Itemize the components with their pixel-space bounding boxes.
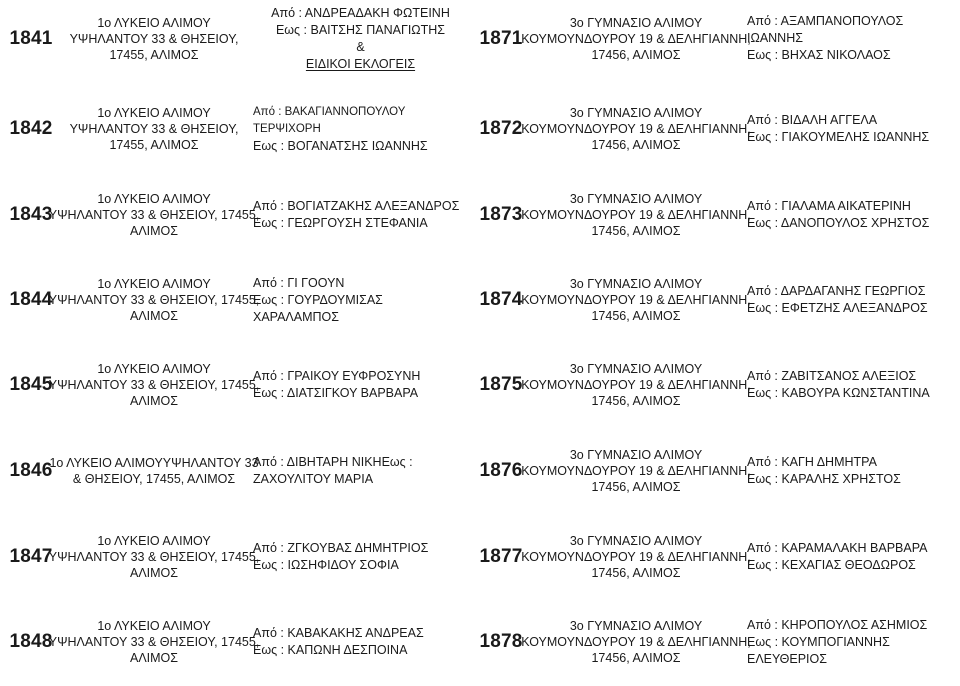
voter-range [747, 342, 960, 428]
table-row [0, 599, 960, 685]
school-address: 3ο ΓΥΜΝΑΣΙΟ ΑΛΙΜΟΥ ΚΟΥΜΟΥΝΔΟΥΡΟΥ 19 & ΔΕΛΗΓΙΑΝΝΗ, 17456, ΑΛΙΜΟΣ [521, 106, 751, 152]
range-from: Από : ΓΙ ΓΟΟΥΝ [253, 275, 345, 290]
range-from: Από : ΑΞΑΜΠΑΝΟΠΟΥΛΟΣ ΙΩΑΝΝΗΣ [747, 14, 904, 45]
range-to: Εως : ΚΑΠΩΝΗ ΔΕΣΠΟΙΝΑ [253, 643, 408, 657]
table-row [0, 514, 960, 600]
station-number: 1877 [479, 546, 523, 567]
station-number: 1844 [9, 289, 53, 310]
station-number: 1846 [9, 460, 53, 481]
range-to: Εως : ΚΑΡΑΛΗΣ ΧΡΗΣΤΟΣ [747, 472, 901, 486]
station-number: 1874 [479, 289, 523, 310]
station-number: 1841 [9, 27, 53, 49]
station-number: 1878 [479, 631, 523, 652]
voter-range [747, 428, 960, 514]
range-from: Από : ΒΟΓΙΑΤΖΑΚΗΣ ΑΛΕΞΑΝΔΡΟΣ [253, 199, 460, 213]
range-to: Εως : ΙΩΣΗΦΙΔΟΥ ΣΟΦΙΑ [253, 558, 399, 572]
school-address: 1ο ΛΥΚΕΙΟ ΑΛΙΜΟΥ ΥΨΗΛΑΝΤΟΥ 33 & ΘΗΣΕΙΟΥ, 17455, ΑΛΙΜΟΣ [48, 619, 260, 665]
range-from: Από : ΔΑΡΔΑΓΑΝΗΣ ΓΕΩΡΓΙΟΣ [747, 284, 926, 298]
range-to: Εως : ΓΙΑΚΟΥΜΕΛΗΣ ΙΩΑΝΝΗΣ [747, 130, 930, 144]
range-from: Από : ΔΙΒΗΤΑΡΗ ΝΙΚΗΕως : [253, 455, 413, 469]
table-row [0, 342, 960, 428]
school-address: 3ο ΓΥΜΝΑΣΙΟ ΑΛΙΜΟΥ ΚΟΥΜΟΥΝΔΟΥΡΟΥ 19 & ΔΕΛΗΓΙΑΝΝΗ, 17456, ΑΛΙΜΟΣ [521, 619, 751, 665]
school-address: 1ο ΛΥΚΕΙΟ ΑΛΙΜΟΥ ΥΨΗΛΑΝΤΟΥ 33 & ΘΗΣΕΙΟΥ, 17455, ΑΛΙΜΟΣ [48, 192, 260, 238]
voter-range [747, 0, 960, 77]
station-number: 1847 [9, 546, 53, 567]
range-from: Από : ΖΑΒΙΤΣΑΝΟΣ ΑΛΕΞΙΟΣ [747, 369, 917, 383]
school-address: 1ο ΛΥΚΕΙΟ ΑΛΙΜΟΥΥΨΗΛΑΝΤΟΥ 33 & ΘΗΣΕΙΟΥ, 17455, ΑΛΙΜΟΣ [49, 456, 259, 486]
school-address: 1ο ΛΥΚΕΙΟ ΑΛΙΜΟΥ ΥΨΗΛΑΝΤΟΥ 33 & ΘΗΣΕΙΟΥ, 17455, ΑΛΙΜΟΣ [48, 534, 260, 580]
table-row [0, 0, 960, 77]
range-to: Εως : ΚΑΒΟΥΡΑ ΚΩΝΣΤΑΝΤΙΝΑ [747, 386, 930, 400]
school-address: 3ο ΓΥΜΝΑΣΙΟ ΑΛΙΜΟΥ ΚΟΥΜΟΥΝΔΟΥΡΟΥ 19 & ΔΕΛΗΓΙΑΝΝΗ, 17456, ΑΛΙΜΟΣ [521, 192, 751, 238]
station-number: 1871 [479, 27, 523, 49]
station-number: 1875 [479, 374, 523, 395]
station-number: 1843 [9, 204, 53, 225]
voter-range [747, 514, 960, 600]
school-address: 3ο ΓΥΜΝΑΣΙΟ ΑΛΙΜΟΥ ΚΟΥΜΟΥΝΔΟΥΡΟΥ 19 & ΔΕΛΗΓΙΑΝΝΗ, 17456, ΑΛΙΜΟΣ [521, 362, 751, 408]
range-from: Από : ΖΓΚΟΥΒΑΣ ΔΗΜΗΤΡΙΟΣ [253, 541, 429, 555]
range-to: Εως : ΔΑΝΟΠΟΥΛΟΣ ΧΡΗΣΤΟΣ [747, 216, 930, 230]
range-extra: & [356, 39, 365, 54]
range-from: Από : ΚΑΓΗ ΔΗΜΗΤΡΑ [747, 455, 877, 469]
station-number: 1842 [9, 118, 53, 139]
table-row [0, 172, 960, 258]
school-address: 3ο ΓΥΜΝΑΣΙΟ ΑΛΙΜΟΥ ΚΟΥΜΟΥΝΔΟΥΡΟΥ 19 & ΔΕΛΗΓΙΑΝΝΗ, 17456, ΑΛΙΜΟΣ [521, 277, 751, 323]
range-from: Από : ΚΑΡΑΜΑΛΑΚΗ ΒΑΡΒΑΡΑ [747, 541, 928, 555]
range-to: Εως : ΚΟΥΜΠΟΓΙΑΝΝΗΣ ΕΛΕΥΘΕΡΙΟΣ [747, 634, 890, 666]
range-from: Από : ΒΑΚΑΓΙΑΝΝΟΠΟΥΛΟΥ ΤΕΡΨΙΧΟΡΗ [253, 105, 406, 135]
voter-range [747, 172, 960, 258]
table-row [0, 86, 960, 172]
range-to: Εως : ΒΗΧΑΣ ΝΙΚΟΛΑΟΣ [747, 48, 891, 62]
school-address: 3ο ΓΥΜΝΑΣΙΟ ΑΛΙΜΟΥ ΚΟΥΜΟΥΝΔΟΥΡΟΥ 19 & ΔΕΛΗΓΙΑΝΝΗ, 17456, ΑΛΙΜΟΣ [521, 534, 751, 580]
range-note: ΕΙΔΙΚΟΙ ΕΚΛΟΓΕΙΣ [305, 56, 416, 71]
range-from: Από : ΒΙΔΑΛΗ ΑΓΓΕΛΑ [747, 113, 878, 127]
range-to: Εως : ΓΟΥΡΔΟΥΜΙΣΑΣ ΧΑΡΑΛΑΜΠΟΣ [253, 292, 383, 324]
range-to: Εως : ΒΟΓΑΝΑΤΣΗΣ ΙΩΑΝΝΗΣ [253, 138, 428, 153]
range-to: Εως : ΓΕΩΡΓΟΥΣΗ ΣΤΕΦΑΝΙΑ [253, 216, 428, 230]
table-row [0, 257, 960, 343]
range-to: ΖΑΧΟΥΛΙΤΟΥ ΜΑΡΙΑ [253, 472, 374, 486]
range-to: Εως : ΒΑΙΤΣΗΣ ΠΑΝΑΓΙΩΤΗΣ [275, 22, 446, 37]
voter-range [253, 514, 468, 600]
voter-range [253, 599, 468, 685]
range-from: Από : ΚΑΒΑΚΑΚΗΣ ΑΝΔΡΕΑΣ [253, 626, 424, 640]
range-from: Από : ΚΗΡΟΠΟΥΛΟΣ ΑΣΗΜΙΟΣ [747, 617, 928, 632]
voter-range [253, 86, 468, 172]
voter-range [253, 257, 468, 343]
school-address: 3ο ΓΥΜΝΑΣΙΟ ΑΛΙΜΟΥ ΚΟΥΜΟΥΝΔΟΥΡΟΥ 19 & ΔΕΛΗΓΙΑΝΝΗ, 17456, ΑΛΙΜΟΣ [521, 15, 751, 62]
school-address: 3ο ΓΥΜΝΑΣΙΟ ΑΛΙΜΟΥ ΚΟΥΜΟΥΝΔΟΥΡΟΥ 19 & ΔΕΛΗΓΙΑΝΝΗ, 17456, ΑΛΙΜΟΣ [521, 448, 751, 494]
station-number: 1848 [9, 631, 53, 652]
range-to: Εως : ΕΦΕΤΖΗΣ ΑΛΕΞΑΝΔΡΟΣ [747, 301, 928, 315]
station-number: 1872 [479, 118, 523, 139]
school-address: 1ο ΛΥΚΕΙΟ ΑΛΙΜΟΥ ΥΨΗΛΑΝΤΟΥ 33 & ΘΗΣΕΙΟΥ, 17455, ΑΛΙΜΟΣ [48, 277, 260, 323]
table-row [0, 428, 960, 514]
voter-range [253, 172, 468, 258]
school-address: 1ο ΛΥΚΕΙΟ ΑΛΙΜΟΥ ΥΨΗΛΑΝΤΟΥ 33 & ΘΗΣΕΙΟΥ, 17455, ΑΛΙΜΟΣ [69, 106, 239, 152]
school-address: 1ο ΛΥΚΕΙΟ ΑΛΙΜΟΥ ΥΨΗΛΑΝΤΟΥ 33 & ΘΗΣΕΙΟΥ, 17455, ΑΛΙΜΟΣ [69, 15, 239, 62]
voter-range [253, 342, 468, 428]
voter-range [747, 599, 960, 685]
range-from: Από : ΑΝΔΡΕΑΔΑΚΗ ΦΩΤΕΙΝΗ [271, 5, 450, 20]
voter-range [253, 0, 468, 77]
station-number: 1876 [479, 460, 523, 481]
station-number: 1845 [9, 374, 53, 395]
range-to: Εως : ΚΕΧΑΓΙΑΣ ΘΕΟΔΩΡΟΣ [747, 558, 916, 572]
school-address: 1ο ΛΥΚΕΙΟ ΑΛΙΜΟΥ ΥΨΗΛΑΝΤΟΥ 33 & ΘΗΣΕΙΟΥ, 17455, ΑΛΙΜΟΣ [48, 362, 260, 408]
voter-range [253, 428, 468, 514]
voter-range [747, 257, 960, 343]
station-number: 1873 [479, 204, 523, 225]
range-from: Από : ΓΡΑΙΚΟΥ ΕΥΦΡΟΣΥΝΗ [253, 369, 421, 383]
range-from: Από : ΓΙΑΛΑΜΑ ΑΙΚΑΤΕΡΙΝΗ [747, 199, 911, 213]
voter-range [747, 86, 960, 172]
range-to: Εως : ΔΙΑΤΣΙΓΚΟΥ ΒΑΡΒΑΡΑ [253, 386, 419, 400]
